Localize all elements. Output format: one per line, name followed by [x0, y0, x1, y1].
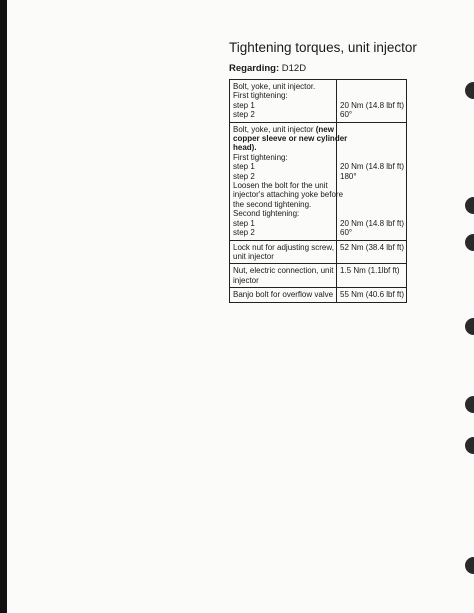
regarding-value: D12D — [281, 63, 307, 74]
torque-value — [340, 125, 403, 134]
description-text: Banjo bolt for overflow valve — [233, 290, 334, 300]
table-row — [230, 122, 407, 240]
table-row — [230, 240, 407, 264]
binder-tab — [465, 197, 474, 214]
description-line — [233, 228, 333, 237]
description-line — [233, 172, 333, 181]
description-line — [233, 266, 333, 275]
description-line — [233, 82, 333, 91]
description-line — [233, 276, 333, 285]
description-text: copper sleeve or new cylinder — [233, 134, 348, 144]
torque-value — [340, 82, 403, 91]
binder-tab — [465, 234, 474, 251]
torque-value — [340, 91, 403, 100]
description-line — [233, 290, 333, 299]
description-line — [233, 110, 333, 119]
description-text: injector's attaching yoke before — [233, 190, 344, 200]
description-text: Bolt, yoke, unit injector — [233, 124, 314, 134]
description-text: step 2 — [233, 110, 255, 120]
description-cell — [230, 264, 337, 288]
torque-value: 180° — [340, 171, 357, 181]
description-line — [233, 91, 333, 100]
torque-value: 20 Nm (14.8 lbf ft) — [340, 100, 405, 110]
torque-value — [340, 134, 403, 143]
description-line — [233, 181, 333, 190]
description-text: Lock nut for adjusting screw, — [233, 242, 334, 252]
description-text: step 2 — [233, 171, 255, 181]
description-line — [233, 209, 333, 218]
description-line — [233, 200, 333, 209]
binder-tab — [465, 318, 474, 335]
torque-value: 55 Nm (40.6 lbf ft) — [340, 290, 405, 300]
binder-tab — [465, 82, 474, 99]
description-line — [233, 143, 333, 152]
torque-value-cell — [337, 80, 407, 123]
description-line — [233, 153, 333, 162]
torque-value-cell — [337, 288, 407, 302]
description-text: Bolt, yoke, unit injector. — [233, 82, 316, 91]
torque-table-body — [230, 80, 407, 303]
regarding-label: Regarding: — [229, 63, 280, 74]
description-line — [233, 252, 333, 261]
table-row — [230, 264, 407, 288]
torque-value: 20 Nm (14.8 lbf ft) — [340, 218, 405, 228]
description-bold-text: (new — [315, 124, 334, 134]
binder-tab — [465, 396, 474, 413]
binder-tab — [465, 557, 474, 574]
description-line — [233, 162, 333, 171]
torque-value — [340, 209, 403, 218]
description-text: step 2 — [233, 228, 255, 238]
description-text: unit injector — [233, 251, 274, 261]
description-line — [233, 134, 348, 144]
torque-value — [340, 190, 403, 199]
regarding-line — [229, 63, 306, 75]
description-line — [233, 243, 333, 252]
description-cell — [230, 240, 337, 264]
page-left-edge — [0, 0, 7, 613]
description-line — [233, 219, 333, 228]
description-text: First tightening: — [233, 152, 288, 162]
torque-value: 52 Nm (38.4 lbf ft) — [340, 242, 405, 252]
torque-value: 20 Nm (14.8 lbf ft) — [340, 162, 405, 172]
description-text: step 1 — [233, 100, 255, 110]
description-text: Loosen the bolt for the unit — [233, 181, 328, 191]
page-title: Tightening torques, unit injector — [229, 40, 417, 55]
torque-value — [340, 181, 403, 190]
table-row — [230, 80, 407, 123]
description-cell — [230, 288, 337, 302]
description-text: the second tightening. — [233, 199, 312, 209]
description-text: step 1 — [233, 218, 255, 228]
torque-value — [340, 200, 403, 209]
description-line — [233, 101, 333, 110]
description-line — [233, 190, 344, 200]
table-row — [230, 288, 407, 302]
binder-tab — [465, 437, 474, 454]
description-text: First tightening: — [233, 91, 288, 101]
torque-value: 1.5 Nm (1.1lbf ft) — [340, 266, 400, 276]
torque-value: 60° — [340, 110, 353, 120]
description-text: injector — [233, 275, 259, 285]
description-text: Nut, electric connection, unit — [233, 266, 334, 276]
torque-value — [340, 143, 403, 152]
torque-table — [229, 79, 407, 303]
description-text: step 1 — [233, 162, 255, 172]
torque-value: 60° — [340, 227, 353, 237]
description-line — [233, 125, 333, 134]
description-text: head). — [233, 143, 257, 153]
torque-value — [340, 153, 403, 162]
torque-value-cell — [337, 240, 407, 264]
torque-value-cell — [337, 264, 407, 288]
description-text: Second tightening: — [233, 209, 300, 219]
description-cell — [230, 80, 337, 123]
